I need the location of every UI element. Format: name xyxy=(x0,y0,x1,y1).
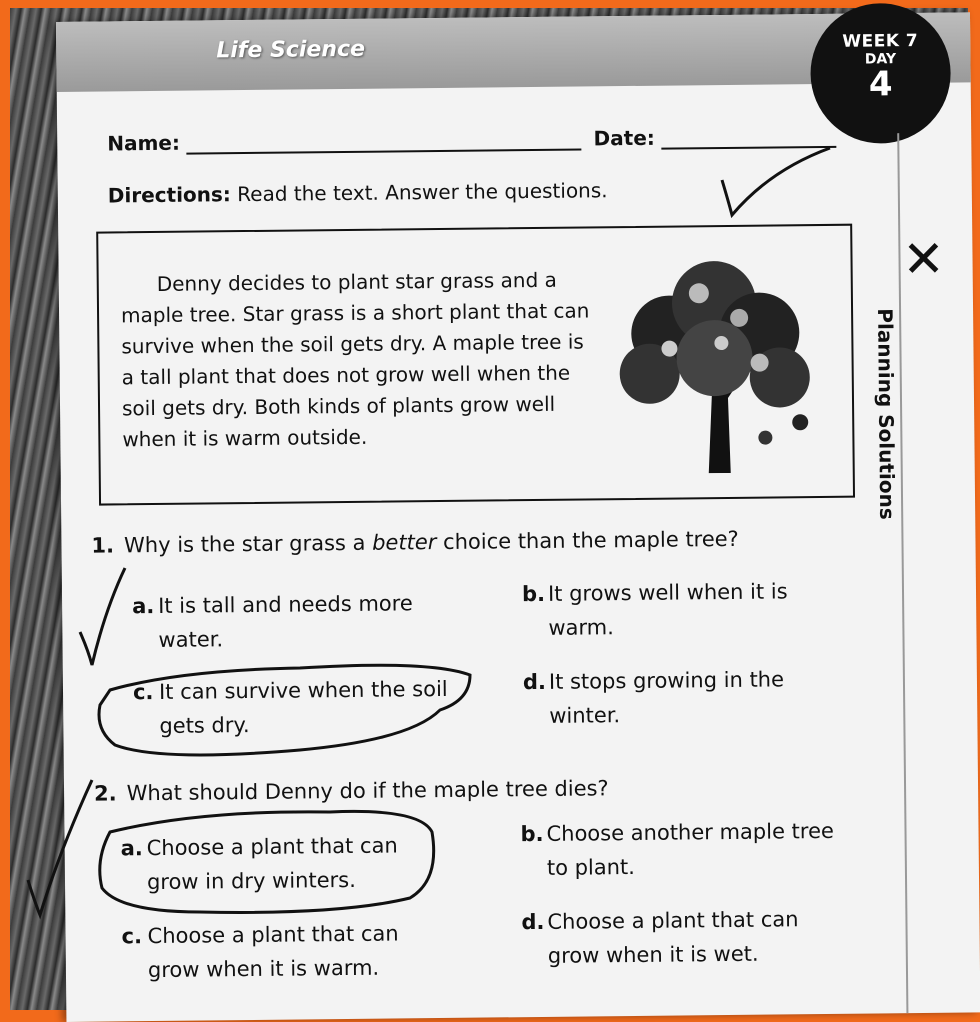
maple-tree-illustration xyxy=(608,252,820,474)
question-1-text-end: choice than the maple tree? xyxy=(436,526,739,555)
week-day-badge xyxy=(810,3,951,144)
question-2 xyxy=(94,776,609,805)
question-1-option-c[interactable]: c. It can survive when the soil gets dry. xyxy=(132,676,448,738)
question-2-text: What should Denny do if the maple tree dies? xyxy=(126,776,609,806)
name-date-row xyxy=(107,124,836,156)
question-1-text-start: Why is the star grass a xyxy=(123,530,373,558)
question-2-option-b[interactable]: b. Choose another maple tree to plant. xyxy=(520,818,834,880)
question-2-option-a[interactable]: a. Choose a plant that can grow in dry winters. xyxy=(120,833,398,895)
date-label: Date: xyxy=(593,125,655,151)
question-1-number: 1. xyxy=(91,533,115,558)
publisher-label: Planning Solutions xyxy=(873,308,900,520)
question-2-option-d[interactable]: d. Choose a plant that can grow when it is wet. xyxy=(521,907,799,968)
question-2-option-c[interactable]: c. Choose a plant that can grow when it is warm. xyxy=(121,921,399,983)
date-field[interactable] xyxy=(661,146,836,150)
question-1-option-b[interactable]: b. It grows well when it is warm. xyxy=(521,579,788,640)
name-label: Name: xyxy=(107,130,181,156)
question-2-number: 2. xyxy=(93,781,117,806)
worksheet-page xyxy=(56,12,980,1022)
passage-text: Denny decides to plant star grass and a maple tree. Star grass is a short plant that can survive when the soil gets dry. A maple tree is a tall plant that does not grow well when the soil gets dry. Both kinds of plants grow well when it is warm outside. xyxy=(120,267,590,452)
directions-label: Directions: xyxy=(107,182,231,208)
question-1 xyxy=(91,527,739,558)
subject-title: Life Science xyxy=(216,36,366,64)
name-field[interactable] xyxy=(186,149,581,155)
day-label: DAY xyxy=(864,51,897,68)
pencil-ruler-icon xyxy=(906,241,940,275)
day-number: 4 xyxy=(868,64,893,105)
reading-passage-box xyxy=(96,224,855,506)
question-1-emphasis: better xyxy=(372,530,437,555)
week-label: WEEK 7 xyxy=(842,30,919,52)
directions xyxy=(108,178,608,207)
question-1-option-d[interactable]: d. It stops growing in the winter. xyxy=(522,667,785,728)
directions-text: Read the text. Answer the questions. xyxy=(237,178,608,207)
question-1-option-a[interactable]: a. It is tall and needs more water. xyxy=(131,591,413,652)
